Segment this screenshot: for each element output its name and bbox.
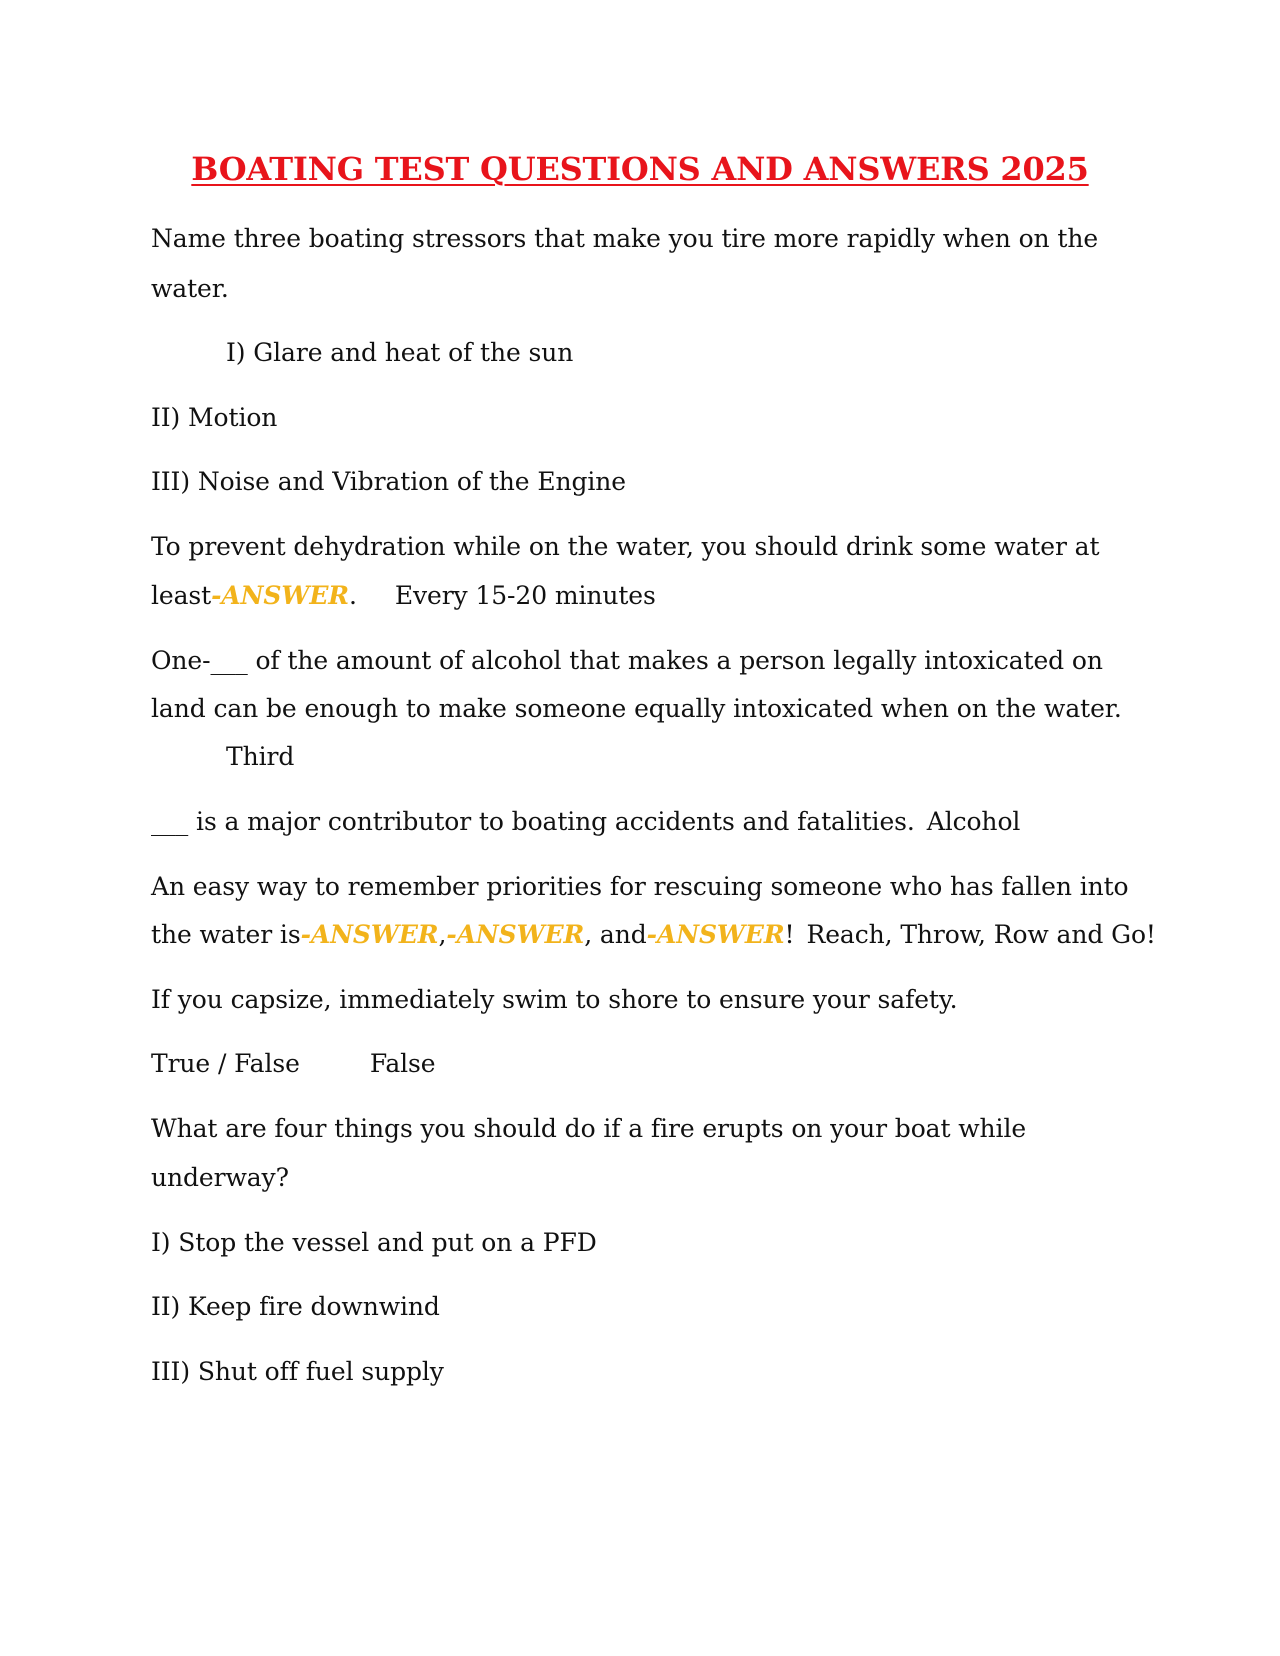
question-5-line-1: An easy way to remember priorities for rescuing someone who has fallen into [151,872,1129,901]
question-1-line-1: Name three boating stressors that make you tire more rapidly when on the [151,224,1099,253]
question-1-answer-1: I) Glare and heat of the sun [226,338,574,367]
question-4-line [151,807,1020,837]
question-3-line-1: One-___ of the amount of alcohol that makes a person legally intoxicated on [151,646,1103,675]
document-title: BOATING TEST QUESTIONS AND ANSWERS 2025 [191,150,1089,188]
question-2-answer: Every 15-20 minutes [394,581,656,610]
question-6-line-2 [151,1049,436,1079]
question-2-line-2 [151,581,656,611]
question-4-answer: Alcohol [926,807,1021,836]
answer-marker: -ANSWER [300,920,439,949]
question-6-answer: False [369,1049,436,1078]
question-6-line-1: If you capsize, immediately swim to shore to ensure your safety. [151,985,958,1014]
question-5-prefix: the water is [151,920,301,949]
question-7-answer-3: III) Shut off fuel supply [151,1357,444,1386]
answer-marker: -ANSWER [646,920,785,949]
question-5-answer: Reach, Throw, Row and Go! [806,920,1156,949]
question-4-text: ___ is a major contributor to boating accidents and fatalities. [151,807,915,836]
question-2-period: . [348,581,357,610]
answer-marker: -ANSWER [446,920,585,949]
question-1-line-2: water. [151,274,229,303]
answer-marker: -ANSWER [211,581,349,610]
question-2-line-1: To prevent dehydration while on the water, you should drink some water at [151,532,1100,561]
question-7-answer-1: I) Stop the vessel and put on a PFD [151,1228,597,1257]
question-7-line-1: What are four things you should do if a fire erupts on your boat while [151,1114,1027,1143]
question-1-answer-3: III) Noise and Vibration of the Engine [151,467,626,496]
question-7-answer-2: II) Keep fire downwind [151,1292,440,1321]
question-6-options: True / False [151,1049,300,1078]
question-2-prefix: least [151,581,212,610]
question-3-line-2: land can be enough to make someone equally intoxicated when on the water. [151,694,1122,723]
question-1-answer-2: II) Motion [151,403,278,432]
question-3-answer: Third [226,742,295,771]
question-5-line-2: the water is-ANSWER,-ANSWER, and-ANSWER! Reach, Throw, Row and Go! [151,920,1156,949]
question-7-line-2: underway? [151,1163,289,1192]
